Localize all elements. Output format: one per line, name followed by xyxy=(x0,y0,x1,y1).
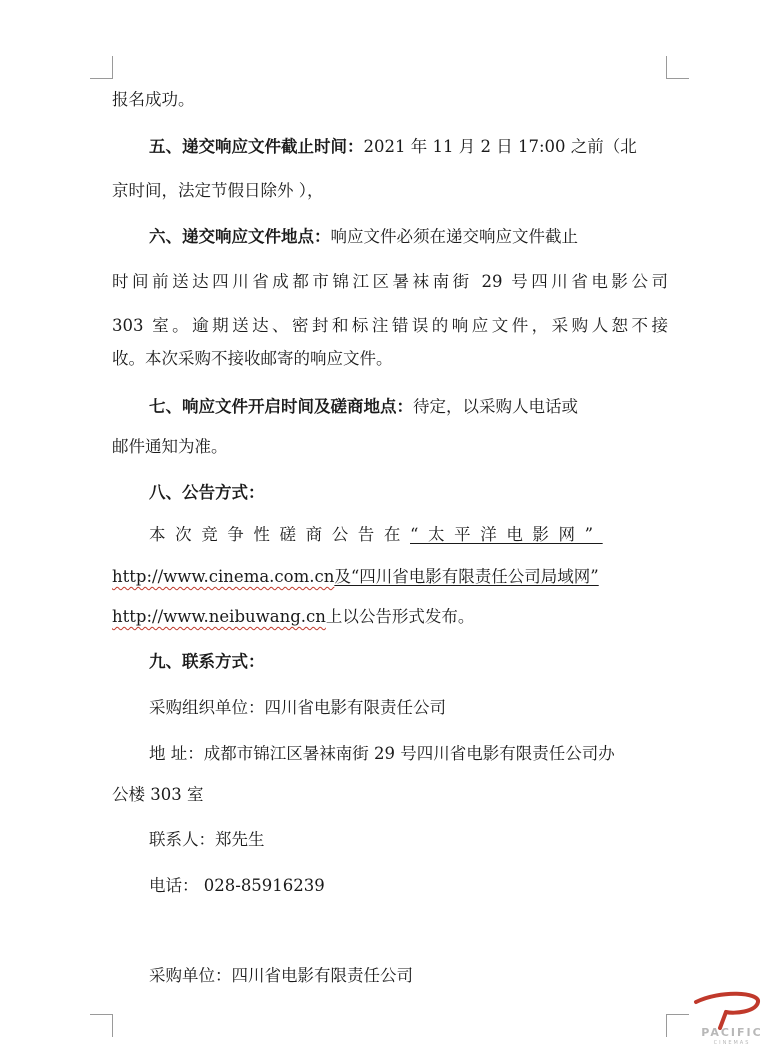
text-line: 收。本次采购不接收邮寄的响应文件。 xyxy=(112,349,393,368)
text-line xyxy=(112,314,668,338)
section-5-line xyxy=(149,135,637,159)
pacific-cinemas-logo xyxy=(690,990,774,1050)
crop-mark-bottom-right xyxy=(666,1014,689,1037)
text-line-content: 303 室。逾期送达、密封和标注错误的响应文件，采购人恕不接 xyxy=(112,316,668,335)
section-8-heading-text: 八、公告方式： xyxy=(149,483,265,502)
logo-name: PACIFIC xyxy=(701,1026,763,1039)
section-9-heading-text: 九、联系方式： xyxy=(149,652,265,671)
section-8-heading xyxy=(149,481,265,505)
cinema-url-link[interactable]: http://www.cinema.com.cn xyxy=(112,567,335,586)
announcement-line xyxy=(112,605,474,629)
section-7-heading: 七、响应文件开启时间及磋商地点： xyxy=(149,397,413,416)
announcement-text: 本次竞争性磋商公告在 xyxy=(149,525,410,544)
section-5-text: 2021 年 11 月 2 日 17:00 之前（北 xyxy=(363,137,637,156)
crop-mark-bottom-left xyxy=(90,1014,113,1037)
pacific-swoosh-icon xyxy=(690,990,774,1030)
text-line xyxy=(112,270,668,294)
address-line: 地 址：成都市锦江区暑袜南街 29 号四川省电影有限责任公司办 xyxy=(149,744,615,763)
intranet-site-name: 及“四川省电影有限责任公司局域网” xyxy=(334,567,599,586)
section-6-line xyxy=(149,225,578,249)
intranet-url-link[interactable]: http://www.neibuwang.cn xyxy=(112,607,326,626)
phone-line: 电话： 028-85916239 xyxy=(149,876,325,895)
text-line: 京时间，法定节假日除外 ）， xyxy=(112,181,324,200)
section-5-heading: 五、递交响应文件截止时间： xyxy=(149,137,364,156)
section-7-text: 待定，以采购人电话或 xyxy=(413,397,578,416)
section-9-heading xyxy=(149,650,265,674)
crop-mark-top-left xyxy=(90,56,113,79)
purchaser-line: 采购单位：四川省电影有限责任公司 xyxy=(149,966,413,985)
address-line-cont: 公楼 303 室 xyxy=(112,785,204,804)
contact-person-line: 联系人：郑先生 xyxy=(149,830,265,849)
text-line: 邮件通知为准。 xyxy=(112,437,228,456)
logo-subtitle: CINEMAS xyxy=(713,1040,751,1046)
section-7-line xyxy=(149,395,578,419)
announcement-line xyxy=(149,523,603,547)
text-line-content: 时间前送达四川省成都市锦江区暑袜南街 29 号四川省电影公司 xyxy=(112,272,668,291)
text-line: 报名成功。 xyxy=(112,90,195,109)
crop-mark-top-right xyxy=(666,56,689,79)
announcement-line xyxy=(112,565,599,589)
pacific-cinema-site-name: “太平洋电影网” xyxy=(410,525,603,544)
announcement-text: 上以公告形式发布。 xyxy=(325,607,475,626)
section-6-text: 响应文件必须在递交响应文件截止 xyxy=(330,227,578,246)
organizer-line: 采购组织单位：四川省电影有限责任公司 xyxy=(149,698,446,717)
section-6-heading: 六、递交响应文件地点： xyxy=(149,227,331,246)
